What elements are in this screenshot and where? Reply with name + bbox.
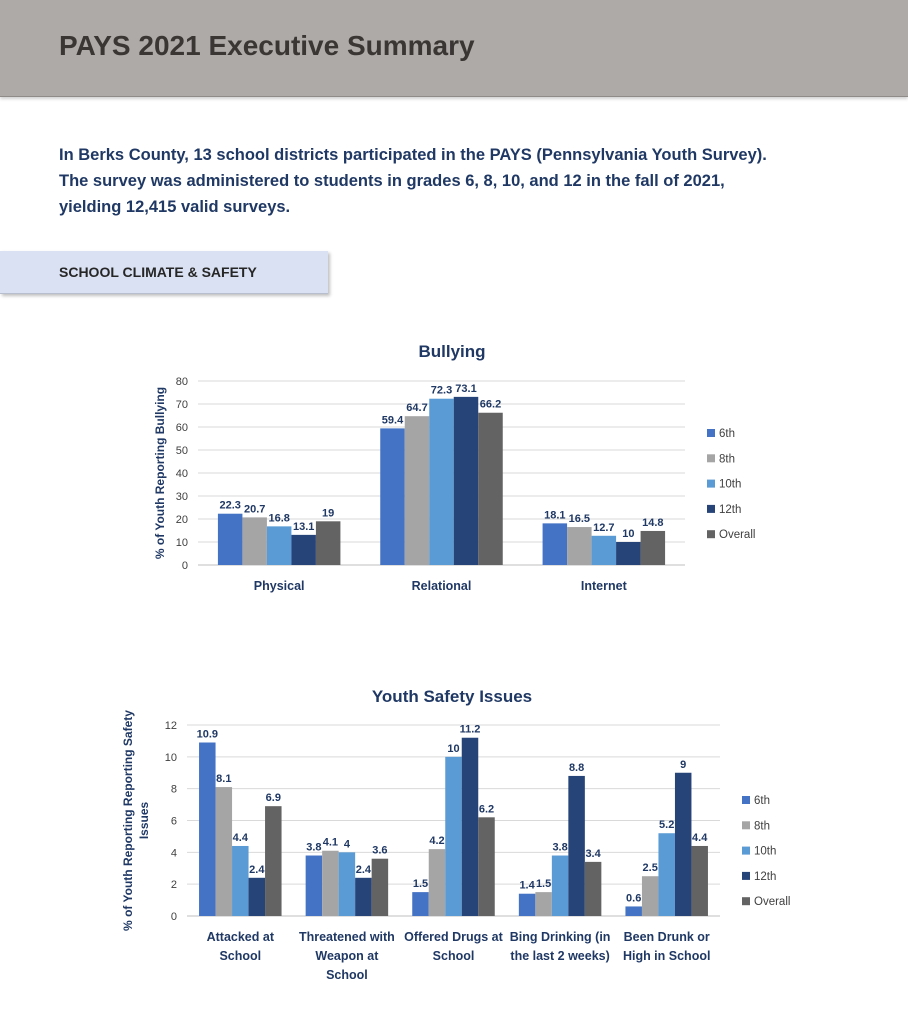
y-tick-label: 60 xyxy=(175,422,188,434)
data-label: 16.8 xyxy=(268,512,290,525)
bar-10th xyxy=(232,846,249,916)
category-label: Offered Drugs at School xyxy=(404,930,503,963)
category-label: Threatened with Weapon at School xyxy=(298,930,395,982)
bar-12th xyxy=(568,776,585,916)
legend-label: 10th xyxy=(719,478,742,491)
bar-6th xyxy=(412,892,429,916)
y-tick-label: 0 xyxy=(170,911,177,923)
category-label: Attacked at School xyxy=(206,930,274,963)
legend-label: 12th xyxy=(719,503,742,516)
intro-line: The survey was administered to students in grades 6, 8, 10, and 12 in the fall of 2021, xyxy=(59,172,725,190)
data-label: 4.4 xyxy=(232,831,248,844)
data-label: 3.8 xyxy=(552,841,568,854)
bar-overall xyxy=(265,806,282,916)
bar-6th xyxy=(218,514,243,565)
data-label: 72.3 xyxy=(430,384,453,397)
bar-12th xyxy=(249,878,265,916)
data-label: 4.2 xyxy=(429,835,445,848)
data-label: 22.3 xyxy=(219,499,241,512)
data-label: 19 xyxy=(322,507,335,520)
y-tick-label: 70 xyxy=(175,399,188,411)
y-axis-label: % of Youth Reporting Bullying xyxy=(153,386,167,560)
data-label: 13.1 xyxy=(292,520,315,533)
legend-swatch xyxy=(707,454,715,462)
y-tick-label: 50 xyxy=(175,445,188,457)
legend-label: 8th xyxy=(754,820,770,833)
bar-overall xyxy=(478,413,503,565)
category-label: Bing Drinking (in the last 2 weeks) xyxy=(509,930,611,963)
bar-10th xyxy=(445,757,462,916)
legend-swatch xyxy=(707,530,715,538)
bar-12th xyxy=(616,542,641,565)
data-label: 0.6 xyxy=(626,892,642,905)
bar-overall xyxy=(691,846,708,916)
data-label: 6.9 xyxy=(265,792,281,805)
y-tick-label: 2 xyxy=(170,879,177,892)
data-label: 1.5 xyxy=(412,878,429,891)
legend-label: 6th xyxy=(719,428,735,440)
intro-line: yielding 12,415 valid surveys. xyxy=(59,198,291,216)
legend-swatch xyxy=(742,872,750,880)
bar-8th xyxy=(322,851,339,916)
y-tick-label: 30 xyxy=(175,491,188,503)
section-label: SCHOOL CLIMATE & SAFETY xyxy=(59,264,257,280)
page-header xyxy=(0,0,908,97)
data-label: 11.2 xyxy=(459,723,481,736)
chart-title: Youth Safety Issues xyxy=(371,687,533,706)
y-tick-label: 20 xyxy=(175,514,188,526)
bar-8th xyxy=(242,517,267,565)
youth-safety-chart xyxy=(0,675,908,995)
y-tick-label: 8 xyxy=(170,783,177,796)
data-label: 2.4 xyxy=(355,863,372,876)
bar-8th xyxy=(405,416,430,565)
data-label: 2.5 xyxy=(642,862,658,875)
section-header xyxy=(0,251,328,294)
legend-swatch xyxy=(742,847,750,855)
legend-swatch xyxy=(742,897,750,905)
page-title: PAYS 2021 Executive Summary xyxy=(59,30,475,61)
bar-12th xyxy=(454,397,479,565)
bar-6th xyxy=(519,894,536,916)
data-label: 3.4 xyxy=(585,847,601,860)
y-axis-label: % of Youth Reporting Reporting Safety Issues xyxy=(121,710,151,931)
legend-label: 12th xyxy=(754,870,777,883)
bar-6th xyxy=(199,743,216,916)
bar-8th xyxy=(567,527,592,565)
legend-label: Overall xyxy=(719,529,756,542)
y-tick-label: 10 xyxy=(164,751,177,764)
bar-10th xyxy=(658,833,675,916)
data-label: 5.2 xyxy=(659,819,675,832)
chart-title: Bullying xyxy=(418,342,486,361)
legend-swatch xyxy=(742,796,750,804)
data-label: 8.8 xyxy=(568,761,585,774)
legend-swatch xyxy=(707,429,715,437)
data-label: 18.1 xyxy=(544,509,566,522)
data-label: 2.4 xyxy=(249,863,265,876)
bar-8th xyxy=(535,892,552,916)
data-label: 10.9 xyxy=(196,728,219,741)
data-label: 14.8 xyxy=(642,516,664,529)
data-label: 4.1 xyxy=(322,836,339,849)
data-label: 8.1 xyxy=(216,773,232,786)
data-label: 4.4 xyxy=(692,831,708,844)
bar-10th xyxy=(267,526,292,565)
bar-overall xyxy=(641,531,666,565)
data-label: 12.7 xyxy=(593,521,615,534)
data-label: 9 xyxy=(680,758,687,771)
bar-overall xyxy=(316,521,341,565)
bar-8th xyxy=(642,876,659,916)
data-label: 6.2 xyxy=(478,803,495,816)
bullying-chart xyxy=(0,330,908,610)
bar-8th xyxy=(429,849,446,916)
data-label: 10 xyxy=(447,742,460,755)
bar-6th xyxy=(380,428,405,565)
data-label: 4 xyxy=(343,838,350,851)
legend-label: Overall xyxy=(754,896,791,909)
legend-swatch xyxy=(707,505,715,513)
y-tick-label: 40 xyxy=(175,468,188,480)
category-label: Internet xyxy=(580,579,627,593)
y-tick-label: 4 xyxy=(170,847,177,860)
y-tick-label: 12 xyxy=(164,720,177,732)
data-label: 73.1 xyxy=(455,382,477,395)
intro-paragraph xyxy=(59,142,859,220)
bar-6th xyxy=(625,906,642,916)
legend-swatch xyxy=(742,821,750,829)
legend-label: 8th xyxy=(719,453,735,466)
bar-12th xyxy=(462,738,479,916)
legend-label: 10th xyxy=(754,845,777,858)
bar-10th xyxy=(552,856,569,916)
y-tick-label: 80 xyxy=(175,376,188,388)
y-tick-label: 0 xyxy=(181,560,188,572)
bar-overall xyxy=(372,859,389,916)
bar-12th xyxy=(675,773,692,916)
category-label: Relational xyxy=(411,579,472,593)
data-label: 1.4 xyxy=(519,879,535,892)
bar-8th xyxy=(216,787,233,916)
bar-6th xyxy=(306,856,323,916)
data-label: 59.4 xyxy=(381,414,404,427)
legend-swatch xyxy=(707,480,715,488)
bar-6th xyxy=(543,523,568,565)
data-label: 66.2 xyxy=(479,398,502,411)
legend-label: 6th xyxy=(754,795,770,807)
bar-10th xyxy=(429,399,454,565)
category-label: Physical xyxy=(253,579,305,593)
category-label: Been Drunk or High in School xyxy=(622,930,711,963)
bar-12th xyxy=(291,535,316,565)
bar-overall xyxy=(585,862,602,916)
data-label: 16.5 xyxy=(568,513,591,526)
data-label: 10 xyxy=(622,528,635,540)
bar-10th xyxy=(339,852,356,916)
bar-overall xyxy=(478,817,495,916)
bar-10th xyxy=(592,536,617,565)
bar-12th xyxy=(355,878,372,916)
data-label: 3.6 xyxy=(372,844,388,857)
data-label: 3.8 xyxy=(306,841,322,854)
y-tick-label: 6 xyxy=(170,815,177,828)
data-label: 20.7 xyxy=(243,503,266,516)
intro-line: In Berks County, 13 school districts participated in the PAYS (Pennsylvania Youth Survey). xyxy=(59,146,767,164)
y-tick-label: 10 xyxy=(175,537,188,549)
data-label: 64.7 xyxy=(406,402,428,415)
data-label: 1.5 xyxy=(535,878,552,891)
